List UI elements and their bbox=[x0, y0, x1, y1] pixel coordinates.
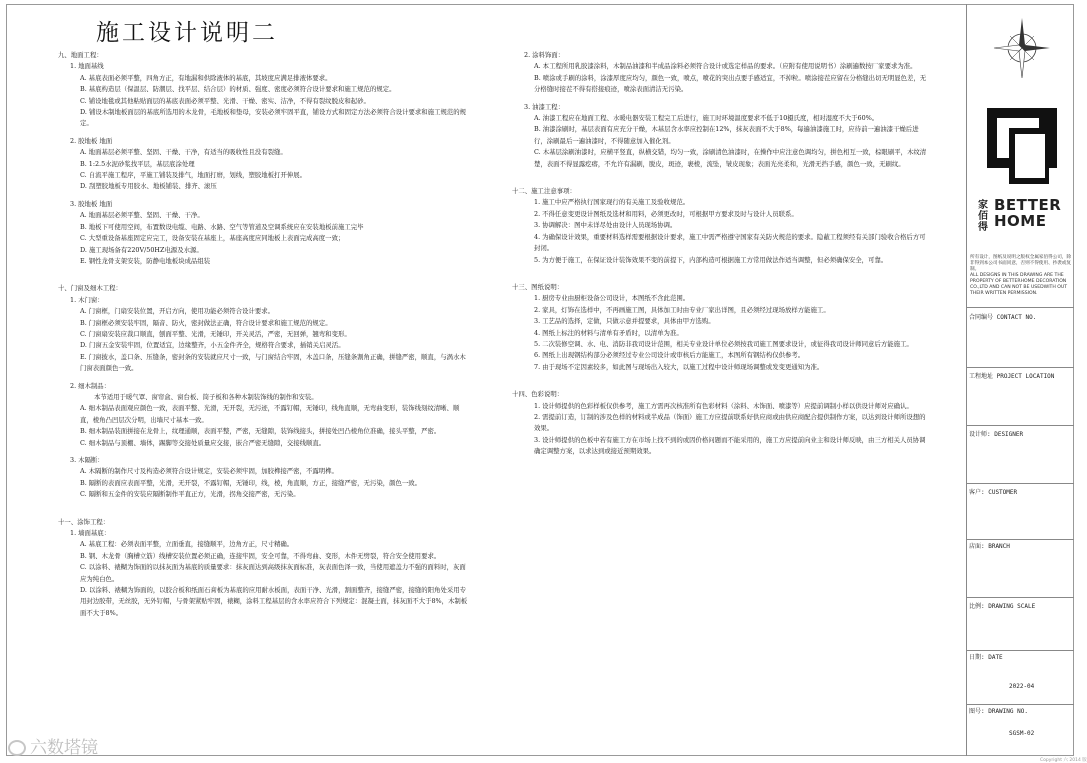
section-heading: 九、地面工程： bbox=[58, 51, 103, 59]
compass-icon bbox=[991, 14, 1053, 82]
spec-item: B. 钢、木龙骨（胸槽立筋）线槽安装位置必须正确，连接牢固，安全可靠，不得弯曲、变形，木件无劈裂，符合安全使用要求。 bbox=[80, 551, 441, 560]
spec-item: B. 1:2.5水泥砂浆找平层，基层底涂处理 bbox=[80, 159, 195, 168]
spec-item: A. 木隔断的制作尺寸及构造必须符合设计规定，安装必须牢固，加胶榫接严密，不露明榫。 bbox=[80, 467, 338, 476]
spec-item: 5. 二次装修空调、水、电、消防非我司设计范围，相关专业设计单位必须按我司施工图要求设计，或征得我司设计师同意后方能施工。 bbox=[534, 339, 913, 348]
spec-item: 3. 设计师提供的色板中若有施工方在市场上找不到的或因价格问题而不能采用的，施工方应提前向业主和设计师反映，由三方相关人员协调确定调整方案，以求达到或接近预期效果。 bbox=[534, 435, 926, 456]
subsection-heading: 2. 胶地板 地面 bbox=[70, 136, 113, 145]
spec-item: 5. 为方便于施工，在保证设计装饰效果不变的前提下，内部构造可根据施工方常用做法作适当调整，但必须确保安全，可靠。 bbox=[534, 255, 888, 264]
copyright-notice bbox=[970, 255, 1073, 297]
watermark-logo-icon bbox=[8, 740, 26, 756]
spec-item: 4. 为确保设计效果，重要材料选样需要根据设计要求，施工中需严格遵守国家有关防火规范的要求。隐蔽工程须经有关部门验收合格后方可封闭。 bbox=[534, 232, 926, 253]
spec-item: C. 隔断和五金件的安装应隔断制作平直正方，光滑，拐角交接严密，无污染。 bbox=[80, 490, 300, 499]
section-gap bbox=[58, 267, 468, 283]
spec-item: 2. 需提前订造，订制的涉及色样的材料或半成品（饰面）施工方应提前联系好供应商或由供应商配合提供制作方案，以达到设计师所设想的效果。 bbox=[534, 412, 926, 433]
logo-chinese-text: 家佰得 bbox=[978, 200, 988, 233]
watermark-text: 六数塔镜 bbox=[30, 738, 98, 758]
branch-cell bbox=[967, 539, 1074, 597]
spec-item: C. 铺设地毯或其他粘贴面层的基底表面必须平整、光滑、干燥、密实、洁净，不得有裂纹脱皮和起砂。 bbox=[80, 96, 370, 105]
subsection-heading: 3. 胶地板 地面 bbox=[70, 199, 113, 208]
subsection-heading: 1. 墙面基底： bbox=[70, 529, 111, 538]
copyright-cn: 所有设计，图纸及说明之版权全属家佰得公司，除非得到本公司书面同意，否则不得使用、抄袭或复制。 bbox=[970, 255, 1072, 272]
bottom-copyright-note: Copyright 六 2014 版 bbox=[1040, 758, 1087, 763]
spec-item: A. 基底表面必须平整，四角方正，有地漏和供除液体的基底，其坡度应满足排液体要求。 bbox=[80, 73, 332, 82]
section-gap bbox=[512, 170, 930, 186]
spec-item: D. 以涂料、裱糊为饰面的，以胶合板和纸面石膏板为基底的应用耐水板面，表面干净、光滑，割面整齐，接缝严密，接缝的阳角处采用专用封边胶带，无丝胶，无外钉帽，与骨架紧贴牢固，裱糊，涂料工程基层的含水率应符合下列规定：混凝土面，抹灰面不大于8%，木制板面不大于8%。 bbox=[80, 586, 468, 617]
spec-item: B. 基底构造层（保温层、防潮层、找平层、结合层）的材质、强度、密度必须符合设计要求和施工规范的规定。 bbox=[80, 85, 396, 94]
spec-item: B. 细木制品装面拼接在龙骨上，纹理通顺，表面平整，严密，无缝隙，装饰线接头，拼接处凹凸棱角位准确，接头平整，严密。 bbox=[80, 427, 441, 436]
spec-item: C. 以涂料、裱糊为饰面的以抹灰面为基底的质量要求：抹灰面达到高级抹灰面标准，灰表面色泽一致，当使用遮盖力不强的面料时，灰面应为纯白色。 bbox=[80, 563, 466, 583]
date-value: 2022-04 bbox=[1009, 683, 1035, 690]
subsection-intro: 本节适用于暖气罩、窗帘盒、窗台板、筒子板和各种木制装饰线的制作和安装。 bbox=[94, 392, 318, 401]
subsection-heading: 2. 涂料饰面： bbox=[524, 51, 565, 59]
logo-text-better: BETTER bbox=[994, 196, 1062, 214]
date-cell bbox=[967, 650, 1074, 704]
section-heading: 十三、图纸说明： bbox=[512, 282, 564, 291]
section-heading: 十、门窗及细木工程： bbox=[58, 284, 122, 293]
spec-item: B. 地板下可使用空间，布置数设电缆、电路、水路、空气等管道及空调系统应在安装地板前施工完毕 bbox=[80, 222, 364, 231]
scale-label: 比例: DRAWING SCALE bbox=[969, 603, 1036, 610]
spec-item: C. 木基层涂刷油漆时，应横平竖直，纵横交错，均匀一致，涂刷清色油漆时，在操作中应注意色调均匀，拼色相互一致，棕眼刷平，木纹清楚，表面不得显露疙瘩，不允许有漏刷，脱皮，斑迹，裹棱，流坠，皱皮现象；表面光亮柔和，光滑无挡手感，颜色一致，无刷纹。 bbox=[534, 148, 927, 168]
spec-item: E. 门窗披水，盖口条、压缝条，密封条的安装就应尺寸一致，与门窗结合牢固，木盖口条，压缝条割角正确，拼缝严密，顺直，与涡水木门窗表面颜色一致。 bbox=[80, 352, 466, 373]
spec-item: B. 门窗框必须安装牢固，隔音、防火，密封做法正确，符合设计要求和施工规范的规定。 bbox=[80, 318, 332, 327]
spec-item: 7. 由于现场不定因素较多，如此图与现场出入较大，以施工过程中设计师现场调整或发变更通知为准。 bbox=[534, 362, 824, 371]
project-location-label: 工程地址 PROJECT LOCATION bbox=[969, 373, 1055, 380]
designer-cell bbox=[967, 425, 1074, 483]
spec-item: A. 基底工程：必须表面平整，立面垂直，接缝顺平，边角方正，尺寸精确。 bbox=[80, 540, 294, 549]
section-gap bbox=[58, 501, 468, 517]
spec-item: A. 本工程所用乳胶漆涂料，木制品油漆和半成品涂料必须符合设计或选定样品的要求。（应附有使用说明书）涂刷遍数按厂家要求为准。 bbox=[534, 62, 917, 71]
spec-item: 1. 施工中应严格执行国家现行的有关施工及验收规范。 bbox=[534, 198, 690, 207]
right-column bbox=[512, 50, 930, 458]
subsection-heading: 1. 地面基线 bbox=[70, 62, 104, 71]
subsection-heading: 3. 油漆工程： bbox=[524, 102, 565, 111]
spec-item: C. 门窗扇安装应裁口顺直，刨面平整、光滑，无锤印，开关灵活，严密，无回弹，翘弯和变形。 bbox=[80, 329, 351, 338]
spec-item: 3. 工艺品的选择，定做，只做示意并提要求，具体由甲方选购。 bbox=[534, 317, 715, 326]
spec-item: B. 油漆涂刷时，基层表面有应充分干燥，木基层含水率应控制在12%，抹灰表面不大于8%，每遍油漆施工时，应待前一遍油漆干燥后进行，涂刷最后一遍油漆时，不得随意加入催化剂。 bbox=[534, 125, 919, 145]
spec-item: D. 施工现场备有220V/50HZ电源及水源。 bbox=[80, 245, 203, 254]
contract-no-label: 合同编号 CONTACT NO. bbox=[969, 314, 1037, 321]
spec-item: D. 门窗五金安装牢固，位置适宜，边缘整齐，小五金件齐全，规格符合要求，插销关启灵活。 bbox=[80, 341, 345, 350]
spec-item: B. 隔断的表面应表面平整，光滑，无开裂，不露钉帽，无锤印，线，棱，角直顺，方正，接缝严密，无污染，颜色一致。 bbox=[80, 478, 422, 487]
spec-item: 3. 协调解决：图中未详尽处由设计人员现场协调。 bbox=[534, 221, 677, 230]
spec-item: 2. 家具，灯饰在选样中，不再画施工图，具体加工时由专业厂家出详图，且必须经过现场放样方能施工。 bbox=[534, 305, 830, 314]
scale-cell bbox=[967, 597, 1074, 650]
drawing-no-value: SGSM-02 bbox=[1009, 730, 1035, 737]
spec-item: A. 门窗框，门扇安装位置，开启方向，使用功能必须符合设计要求。 bbox=[80, 307, 275, 316]
section-gap bbox=[512, 373, 930, 389]
customer-label: 客户: CUSTOMER bbox=[969, 489, 1018, 496]
spec-item: C. 自流平施工程序，平施工铺装及排气，地面打磨，划线，塑胶地板打开伸展。 bbox=[80, 171, 307, 180]
copyright-en: ALL DESIGNS IN THIS DRAWING ARE THE PROPERTY OF BETTERHOME DECORATION CO.,LTD AND CAN NOT BE USEDWITH OUT THEIR WRITTEN PERMISSION. bbox=[970, 273, 1068, 296]
spec-item: B. 喷涂或手刷的涂料，涂漆厚度应均匀，颜色一致，喷点，喷花的突出点要手感适宜，不掉粒。喷涂接茬应留在分格缝出切无明显色差，无分格缝时接茬不得有搭接痕迹，喷涂表面清洁无污染。 bbox=[534, 73, 927, 94]
spec-item: 2. 不得任意变更设计图纸及选材和用料，必须更改时，可根据甲方要求及时与设计人员联系。 bbox=[534, 209, 798, 218]
brand-logo-mark bbox=[981, 108, 1061, 192]
contract-no-cell bbox=[967, 307, 1074, 367]
customer-cell bbox=[967, 483, 1074, 539]
watermark bbox=[8, 733, 98, 758]
drawing-no-cell bbox=[967, 704, 1074, 756]
date-label: 日期: DATE bbox=[969, 654, 1003, 661]
spec-item: E. 钢性龙骨支架安装，防静电地板块成品组装 bbox=[80, 256, 211, 265]
drawing-no-label: 图号: DRAWING NO. bbox=[969, 708, 1028, 715]
designer-label: 设计师: DESIGNER bbox=[969, 431, 1024, 438]
logo-text-home: HOME bbox=[994, 212, 1047, 230]
spec-item: C. 细木制品与顶棚、墙体，踢脚等交接处质量应交接，嵌合严密无缝隙，交接线顺直。 bbox=[80, 438, 326, 447]
left-column bbox=[58, 50, 468, 619]
spec-item: D. 铺设木制地板面层的基底所选用的木龙骨，毛地板和垫母，安装必须牢固平直，铺设方式和固定方法必须符合设计要求和施工规范的规定。 bbox=[80, 108, 467, 128]
section-heading: 十一、涂饰工程： bbox=[58, 517, 110, 526]
subsection-heading: 3. 木隔断： bbox=[70, 456, 104, 464]
spec-item: A. 地面基层必须平整、坚固、干燥、干净。 bbox=[80, 211, 204, 220]
project-location-cell bbox=[967, 367, 1074, 425]
spec-item: C. 大型重设备基座固定应完工，设备安装在基座上，基座高度应同地板上表面完成高度一致； bbox=[80, 234, 345, 243]
page-title: 施工设计说明二 bbox=[96, 20, 278, 46]
section-heading: 十四、色彩说明： bbox=[512, 390, 564, 399]
title-block bbox=[966, 4, 1074, 756]
spec-item: A. 地面基层必须平整、坚固、干燥、干净，有适当的吸收性且没有裂缝。 bbox=[80, 148, 287, 157]
subsection-heading: 1. 木门窗： bbox=[70, 295, 104, 304]
spec-item: A. 细木制品表面观应颜色一致，表面平整、光滑，无开裂，无污迹，不露钉帽，无锤印，线角直顺，无弯曲变形，装饰线刻纹清晰、顺直，棱角凸凹层次分明，出墙尺寸基本一致。 bbox=[80, 404, 460, 424]
section-heading: 十二、施工注意事项： bbox=[512, 187, 576, 196]
spec-item: A. 油漆工程应在地面工程、水暖电器安装工程完工后进行，施工时环境温度要求不低于10摄氏度，相对湿度不大于60%。 bbox=[534, 114, 879, 123]
section-gap bbox=[512, 266, 930, 282]
spec-item: D. 刮塑胶地板专用胶水、地板铺装、排齐、滚压 bbox=[80, 182, 217, 191]
branch-label: 店面: BRANCH bbox=[969, 543, 1010, 550]
spec-item: 1. 设计师提供的色彩样板仅供参考，施工方需再次核准所有色彩材料（涂料、木饰面、喷漆等）应提前调制小样以供设计师对应确认。 bbox=[534, 401, 913, 410]
spec-item: 6. 图纸上出现钢结构部分必须经过专业公司设计或审核后方能施工，本图所有钢结构仅供参考。 bbox=[534, 351, 805, 360]
spec-item: 1. 厨房专业由厨柜设备公司设计，本图纸不含此范围。 bbox=[534, 294, 690, 303]
spec-item: 4. 图纸上标注的材料与清单有矛盾时，以清单为准。 bbox=[534, 328, 683, 337]
subsection-heading: 2. 细木制品： bbox=[70, 381, 111, 390]
